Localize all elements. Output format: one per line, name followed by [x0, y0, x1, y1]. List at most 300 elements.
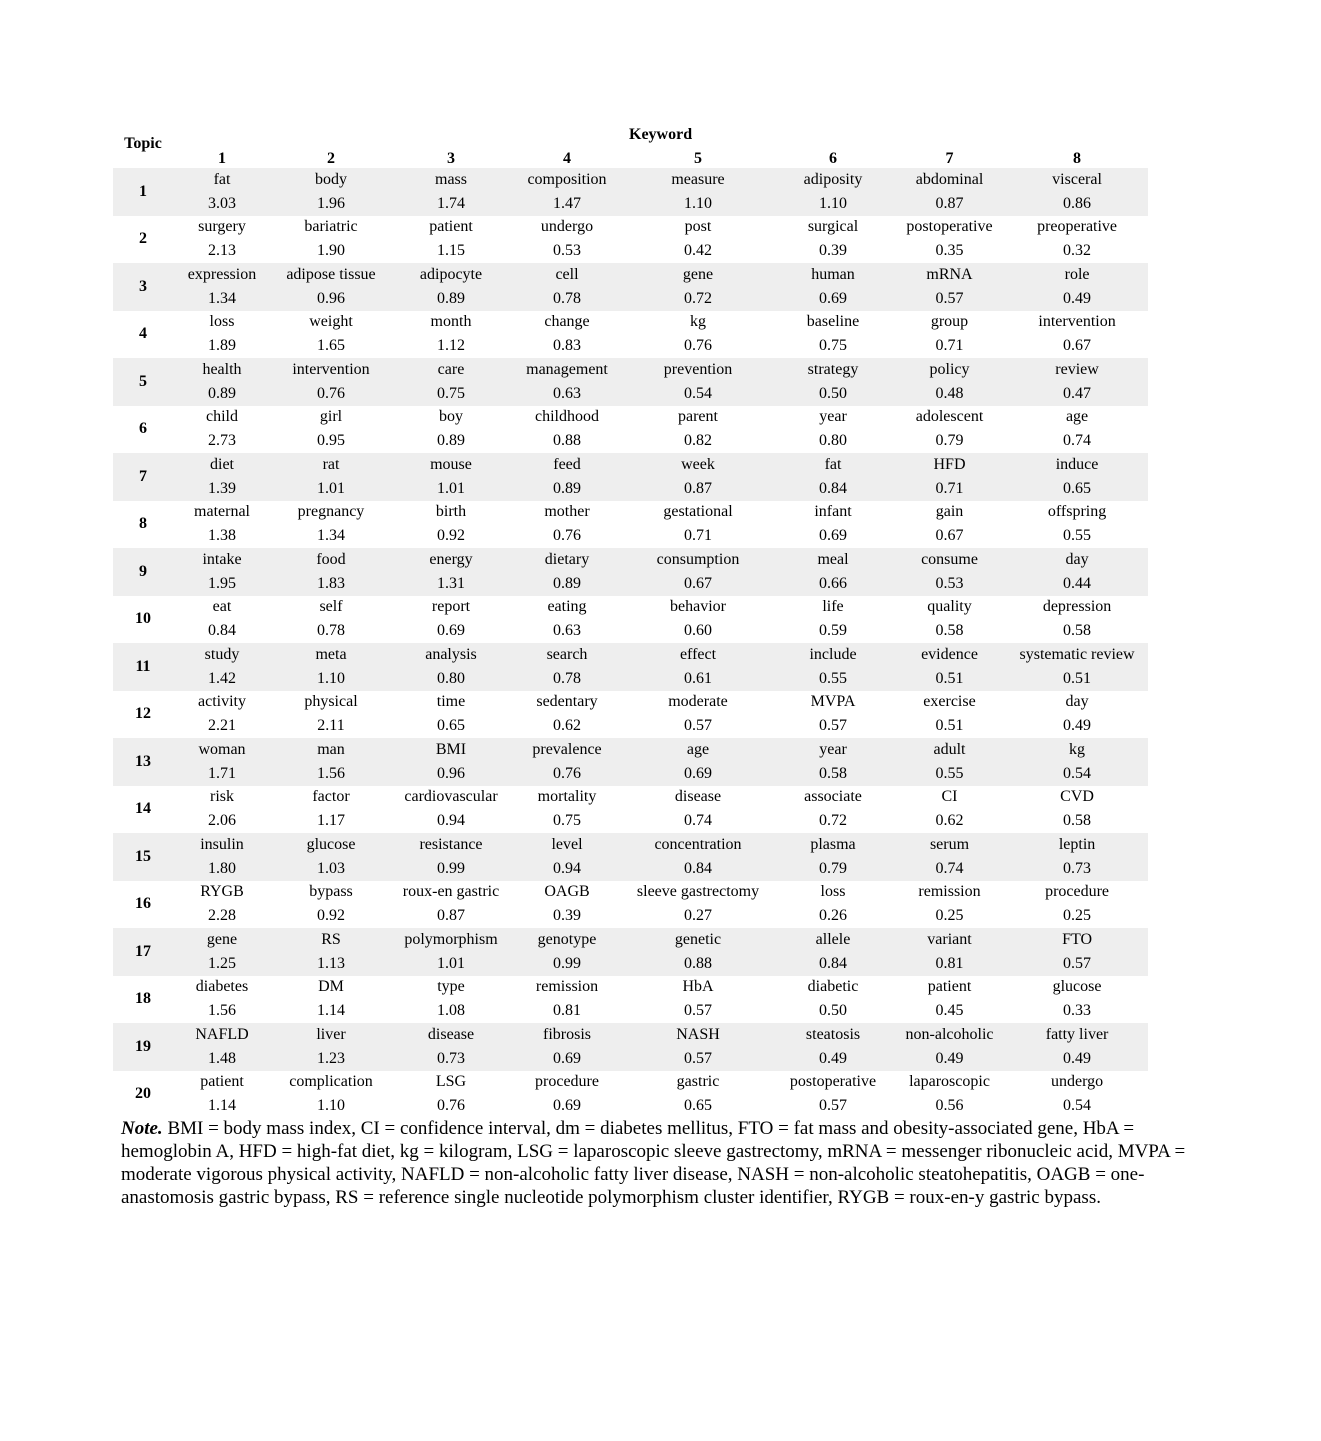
keyword-weight-cell: 0.49: [1063, 717, 1092, 735]
keyword-cell: procedure: [1045, 883, 1110, 901]
keyword-weight-cell: 0.59: [819, 622, 847, 640]
topic-number: 15: [113, 833, 173, 881]
keyword-weight-cell: 1.10: [773, 192, 893, 216]
keyword-weight-cell: 0.89: [391, 287, 511, 311]
keyword-cell: role: [1006, 263, 1148, 287]
keyword-cell: procedure: [535, 1073, 599, 1091]
topic-value-row: [113, 192, 1148, 216]
topic-number: 14: [135, 800, 151, 818]
keyword-cell: gestational: [663, 503, 733, 521]
keyword-cell: post: [684, 218, 712, 236]
keyword-cell: adult: [893, 738, 1006, 762]
topic-word-row: [113, 453, 1148, 477]
topic-value-row: [113, 762, 1148, 786]
keyword-weight-cell: 0.69: [437, 622, 465, 640]
keyword-weight-cell: 1.42: [173, 667, 271, 691]
keyword-cell: undergo: [540, 218, 594, 236]
keyword-weight-cell: 1.90: [317, 242, 345, 260]
topic-value-row: [113, 999, 1148, 1023]
keyword-cell: time: [436, 693, 466, 711]
keyword-cell: FTO: [1006, 928, 1148, 952]
keyword-weight-cell: 0.57: [623, 1047, 773, 1071]
keyword-weight-cell: 1.14: [208, 1097, 236, 1115]
keyword-cell: insulin: [173, 833, 271, 857]
keyword-weight-cell: 1.01: [391, 952, 511, 976]
keyword-weight-cell: 0.26: [819, 907, 847, 925]
keyword-weight-cell: 0.49: [773, 1047, 893, 1071]
keyword-weight-cell: 0.53: [893, 572, 1006, 596]
keyword-cell: risk: [210, 788, 234, 806]
keyword-weight-cell: 1.89: [208, 337, 236, 355]
keyword-cell: child: [206, 408, 238, 426]
keyword-cell: feed: [511, 453, 623, 477]
keyword-cell: eat: [212, 598, 232, 616]
keyword-cell: roux-en gastric: [402, 883, 500, 901]
keyword-cell: preoperative: [1037, 218, 1118, 236]
keyword-cell: polymorphism: [391, 928, 511, 952]
keyword-weight-cell: 0.71: [935, 337, 964, 355]
topic-value-row: [113, 1047, 1148, 1071]
keyword-cell: week: [623, 453, 773, 477]
keyword-cell: baseline: [806, 313, 860, 331]
topic-word-row: [113, 596, 1148, 620]
keyword-weight-cell: 0.45: [935, 1002, 964, 1020]
topic-number: 17: [113, 928, 173, 976]
keyword-header: Keyword: [629, 126, 693, 143]
keyword-cell: glucose: [271, 833, 391, 857]
keyword-cell: diet: [173, 453, 271, 477]
keyword-weight-cell: 0.75: [553, 812, 581, 830]
keyword-cell: adipose tissue: [271, 263, 391, 287]
keyword-weight-cell: 0.89: [173, 382, 271, 406]
keyword-cell: fatty liver: [1006, 1023, 1148, 1047]
keyword-number-header: 8: [1073, 150, 1082, 167]
keyword-weight-cell: 2.06: [208, 812, 236, 830]
keyword-weight-cell: 0.61: [623, 667, 773, 691]
keyword-cell: complication: [289, 1073, 373, 1091]
keyword-weight-cell: 0.27: [684, 907, 712, 925]
keyword-weight-cell: 0.67: [623, 572, 773, 596]
topic-word-row: [113, 833, 1148, 857]
keyword-cell: self: [319, 598, 343, 616]
keyword-weight-cell: 0.67: [935, 527, 964, 545]
keyword-weight-cell: 0.50: [819, 1002, 847, 1020]
keyword-weight-cell: 0.47: [1006, 382, 1148, 406]
topic-value-row: [113, 904, 1148, 928]
keyword-weight-cell: 0.65: [437, 717, 465, 735]
keyword-cell: intervention: [1038, 313, 1116, 331]
topic-number: 18: [135, 990, 151, 1008]
keyword-weight-cell: 0.94: [511, 857, 623, 881]
keyword-weight-cell: 1.13: [271, 952, 391, 976]
keyword-cell: strategy: [773, 358, 893, 382]
keyword-weight-cell: 0.76: [684, 337, 712, 355]
note-label: Note.: [121, 1118, 163, 1139]
keyword-cell: day: [1065, 693, 1089, 711]
keyword-weight-cell: 0.69: [819, 527, 847, 545]
keyword-weight-cell: 1.15: [437, 242, 465, 260]
keyword-weight-cell: 0.57: [819, 1097, 847, 1115]
keyword-weight-cell: 3.03: [173, 192, 271, 216]
keyword-weight-cell: 0.71: [893, 477, 1006, 501]
keyword-cell: adolescent: [915, 408, 984, 426]
keyword-weight-cell: 0.25: [1063, 907, 1092, 925]
topic-number: 6: [139, 420, 147, 438]
keyword-weight-cell: 0.96: [271, 287, 391, 311]
table-note: [121, 1117, 1196, 1209]
keyword-cell: OAGB: [544, 883, 590, 901]
keyword-cell: food: [271, 548, 391, 572]
keyword-weight-cell: 0.42: [684, 242, 712, 260]
keyword-cell: care: [391, 358, 511, 382]
keyword-cell: steatosis: [773, 1023, 893, 1047]
keyword-cell: energy: [391, 548, 511, 572]
keyword-cell: mother: [544, 503, 590, 521]
keyword-cell: mortality: [537, 788, 597, 806]
keyword-weight-cell: 0.76: [271, 382, 391, 406]
keyword-cell: postoperative: [906, 218, 993, 236]
keyword-number-row: [113, 144, 1148, 168]
keyword-cell: rat: [271, 453, 391, 477]
keyword-weight-cell: 0.83: [553, 337, 581, 355]
keyword-cell: pregnancy: [297, 503, 365, 521]
keyword-weight-cell: 0.80: [819, 432, 847, 450]
topic-word-row: [113, 406, 1148, 430]
keyword-cell: human: [773, 263, 893, 287]
keyword-weight-cell: 0.63: [553, 622, 581, 640]
keyword-weight-cell: 1.08: [437, 1002, 465, 1020]
keyword-weight-cell: 0.82: [684, 432, 712, 450]
keyword-cell: level: [511, 833, 623, 857]
topic-word-row: [113, 1023, 1148, 1047]
keyword-weight-cell: 1.10: [623, 192, 773, 216]
topic-number: 4: [139, 325, 147, 343]
keyword-cell: life: [822, 598, 844, 616]
keyword-cell: month: [430, 313, 472, 331]
keyword-weight-cell: 0.75: [819, 337, 847, 355]
keyword-cell: effect: [623, 643, 773, 667]
keyword-weight-cell: 0.51: [893, 667, 1006, 691]
keyword-weight-cell: 0.74: [893, 857, 1006, 881]
keyword-weight-cell: 0.78: [511, 667, 623, 691]
keyword-cell: concentration: [623, 833, 773, 857]
keyword-cell: allele: [773, 928, 893, 952]
keyword-weight-cell: 0.57: [684, 717, 712, 735]
keyword-number-header: 2: [327, 150, 335, 167]
keyword-cell: birth: [435, 503, 467, 521]
topic-value-row: [113, 857, 1148, 881]
topic-value-row: [113, 429, 1148, 453]
keyword-cell: physical: [304, 693, 358, 711]
keyword-cell: systematic review: [1006, 643, 1148, 667]
topic-number: 11: [113, 643, 173, 691]
keyword-cell: non-alcoholic: [893, 1023, 1006, 1047]
keyword-weight-cell: 1.71: [173, 762, 271, 786]
topic-value-row: [113, 952, 1148, 976]
keyword-weight-cell: 0.62: [935, 812, 964, 830]
keyword-cell: quality: [927, 598, 972, 616]
keyword-cell: expression: [173, 263, 271, 287]
topic-number: 19: [113, 1023, 173, 1071]
keyword-weight-cell: 1.65: [317, 337, 345, 355]
keyword-cell: age: [623, 738, 773, 762]
keyword-weight-cell: 0.65: [684, 1097, 712, 1115]
keyword-weight-cell: 0.65: [1006, 477, 1148, 501]
keyword-cell: laparoscopic: [909, 1073, 990, 1091]
keyword-weight-cell: 0.55: [1063, 527, 1092, 545]
topic-value-row: [113, 239, 1148, 263]
keyword-weight-cell: 1.38: [208, 527, 236, 545]
topic-number: 10: [135, 610, 151, 628]
keyword-weight-cell: 0.66: [773, 572, 893, 596]
keyword-weight-cell: 0.84: [773, 952, 893, 976]
topic-value-row: [113, 1094, 1148, 1118]
topic-word-row: [113, 881, 1148, 905]
keyword-cell: kg: [690, 313, 706, 331]
keyword-cell: weight: [309, 313, 353, 331]
keyword-weight-cell: 0.53: [553, 242, 581, 260]
keyword-weight-cell: 0.50: [773, 382, 893, 406]
keyword-weight-cell: 0.49: [1006, 287, 1148, 311]
keyword-cell: HFD: [893, 453, 1006, 477]
keyword-weight-cell: 0.84: [623, 857, 773, 881]
keyword-cell: gene: [173, 928, 271, 952]
keyword-weight-cell: 0.35: [935, 242, 964, 260]
keyword-cell: gastric: [676, 1073, 720, 1091]
keyword-cell: surgical: [807, 218, 859, 236]
topic-value-row: [113, 619, 1148, 643]
keyword-cell: prevalence: [511, 738, 623, 762]
keyword-cell: infant: [814, 503, 852, 521]
keyword-weight-cell: 0.69: [553, 1097, 581, 1115]
keyword-cell: parent: [678, 408, 718, 426]
keyword-weight-cell: 0.54: [1063, 1097, 1092, 1115]
keyword-weight-cell: 0.54: [1006, 762, 1148, 786]
keyword-weight-cell: 0.33: [1063, 1002, 1092, 1020]
topic-value-row: [113, 382, 1148, 406]
note-text: BMI = body mass index, CI = confidence interval, dm = diabetes mellitus, FTO = fat mass and obesity-associated gene, HbA = hemoglobin A, HFD = high-fat diet, kg = kilogram, LSG = laparoscopic sleeve gastrectomy, mRNA = messenger ribonucleic acid, MVPA = moderate vigorous physical activity, NAFLD = non-alcoholic fatty liver disease, NASH = non-alcoholic steatohepatitis, OAGB = one-anastomosis gastric bypass, RS = reference single nucleotide polymorphism cluster identifier, RYGB = roux-en-y gastric bypass.: [121, 1118, 1186, 1208]
topic-word-row: [113, 691, 1148, 715]
keyword-weight-cell: 0.76: [511, 762, 623, 786]
keyword-cell: disease: [674, 788, 722, 806]
keyword-weight-cell: 0.79: [773, 857, 893, 881]
keyword-cell: serum: [893, 833, 1006, 857]
keyword-weight-cell: 0.57: [893, 287, 1006, 311]
keyword-cell: offspring: [1047, 503, 1107, 521]
keyword-weight-cell: 0.62: [553, 717, 581, 735]
keyword-cell: depression: [1042, 598, 1112, 616]
keyword-cell: plasma: [773, 833, 893, 857]
keyword-weight-cell: 0.60: [684, 622, 712, 640]
keyword-cell: intervention: [271, 358, 391, 382]
keyword-cell: consumption: [623, 548, 773, 572]
topic-value-row: [113, 667, 1148, 691]
keyword-cell: consume: [893, 548, 1006, 572]
keyword-weight-cell: 0.58: [773, 762, 893, 786]
keyword-cell: factor: [312, 788, 350, 806]
keyword-weight-cell: 2.21: [208, 717, 236, 735]
keyword-cell: glucose: [1052, 978, 1102, 996]
topic-number: 8: [139, 515, 147, 533]
keyword-cell: policy: [893, 358, 1006, 382]
keyword-weight-cell: 0.72: [819, 812, 847, 830]
keyword-cell: CVD: [1060, 788, 1094, 806]
keyword-number-header: 6: [829, 150, 837, 167]
keyword-cell: year: [773, 738, 893, 762]
keyword-weight-cell: 0.87: [893, 192, 1006, 216]
keyword-weight-cell: 0.49: [1006, 1047, 1148, 1071]
keyword-weight-cell: 1.95: [173, 572, 271, 596]
keyword-number-header: 3: [447, 150, 455, 167]
keyword-weight-cell: 1.74: [391, 192, 511, 216]
keyword-weight-cell: 0.74: [1063, 432, 1092, 450]
keyword-cell: boy: [439, 408, 463, 426]
keyword-weight-cell: 0.51: [1006, 667, 1148, 691]
keyword-cell: day: [1006, 548, 1148, 572]
topic-value-row: [113, 572, 1148, 596]
keyword-weight-cell: 0.76: [553, 527, 581, 545]
keyword-weight-cell: 2.11: [317, 717, 345, 735]
keyword-weight-cell: 0.80: [391, 667, 511, 691]
topic-word-row: [113, 976, 1148, 1000]
keyword-cell: moderate: [668, 693, 728, 711]
topic-word-row: [113, 263, 1148, 287]
keyword-cell: meta: [271, 643, 391, 667]
keyword-weight-cell: 1.10: [271, 667, 391, 691]
keyword-weight-cell: 0.73: [391, 1047, 511, 1071]
keyword-cell: group: [930, 313, 969, 331]
keyword-cell: cell: [511, 263, 623, 287]
topic-value-row: [113, 524, 1148, 548]
keyword-cell: HbA: [682, 978, 714, 996]
keyword-cell: BMI: [391, 738, 511, 762]
keyword-weight-cell: 1.01: [271, 477, 391, 501]
keyword-weight-cell: 0.81: [893, 952, 1006, 976]
keyword-weight-cell: 0.99: [391, 857, 511, 881]
keyword-cell: diabetic: [807, 978, 859, 996]
keyword-weight-cell: 0.78: [511, 287, 623, 311]
keyword-cell: prevention: [623, 358, 773, 382]
keyword-cell: maternal: [194, 503, 250, 521]
topic-word-row: [113, 1071, 1148, 1095]
keyword-cell: management: [511, 358, 623, 382]
keyword-weight-cell: 0.95: [317, 432, 345, 450]
keyword-cell: meal: [773, 548, 893, 572]
keyword-weight-cell: 1.25: [173, 952, 271, 976]
keyword-weight-cell: 1.83: [271, 572, 391, 596]
keyword-cell: study: [173, 643, 271, 667]
keyword-cell: liver: [271, 1023, 391, 1047]
keyword-cell: NASH: [623, 1023, 773, 1047]
keyword-weight-cell: 1.03: [271, 857, 391, 881]
keyword-weight-cell: 0.86: [1006, 192, 1148, 216]
keyword-cell: patient: [429, 218, 473, 236]
keyword-weight-cell: 0.88: [623, 952, 773, 976]
keyword-cell: behavior: [670, 598, 726, 616]
keyword-cell: sedentary: [536, 693, 598, 711]
keyword-cell: disease: [391, 1023, 511, 1047]
keyword-cell: MVPA: [810, 693, 856, 711]
keyword-cell: woman: [173, 738, 271, 762]
keyword-weight-cell: 0.58: [1063, 812, 1092, 830]
keyword-cell: leptin: [1006, 833, 1148, 857]
keyword-weight-cell: 0.74: [684, 812, 712, 830]
keyword-cell: report: [431, 598, 471, 616]
topic-number: 7: [113, 453, 173, 501]
topic-number: 16: [135, 895, 151, 913]
keyword-weight-cell: 0.87: [623, 477, 773, 501]
keyword-weight-cell: 0.57: [819, 717, 847, 735]
keyword-weight-cell: 1.17: [317, 812, 345, 830]
keyword-cell: bariatric: [304, 218, 358, 236]
table-body: [113, 168, 1148, 1118]
keyword-cell: review: [1006, 358, 1148, 382]
topic-value-row: [113, 477, 1148, 501]
keyword-weight-cell: 0.57: [684, 1002, 712, 1020]
keyword-cell: body: [271, 168, 391, 192]
keyword-weight-cell: 0.58: [935, 622, 964, 640]
keyword-weight-cell: 0.69: [623, 762, 773, 786]
keyword-cell: adiposity: [773, 168, 893, 192]
topic-keyword-table: [113, 120, 1148, 1118]
keyword-cell: abdominal: [893, 168, 1006, 192]
topic-value-row: [113, 334, 1148, 358]
keyword-weight-cell: 0.44: [1006, 572, 1148, 596]
keyword-weight-cell: 0.89: [437, 432, 465, 450]
keyword-cell: activity: [198, 693, 246, 711]
keyword-weight-cell: 0.89: [511, 572, 623, 596]
keyword-weight-cell: 0.79: [935, 432, 964, 450]
keyword-weight-cell: 0.32: [1063, 242, 1092, 260]
topic-number: 1: [113, 168, 173, 216]
keyword-weight-cell: 0.39: [553, 907, 581, 925]
topic-word-row: [113, 168, 1148, 192]
topic-header: Topic: [124, 135, 162, 152]
keyword-cell: CI: [941, 788, 958, 806]
keyword-cell: include: [773, 643, 893, 667]
keyword-cell: RYGB: [200, 883, 244, 901]
keyword-cell: patient: [927, 978, 972, 996]
topic-word-row: [113, 548, 1148, 572]
topic-number: 12: [135, 705, 151, 723]
keyword-cell: age: [1065, 408, 1089, 426]
keyword-cell: gene: [623, 263, 773, 287]
keyword-weight-cell: 0.54: [623, 382, 773, 406]
keyword-cell: LSG: [435, 1073, 467, 1091]
keyword-cell: variant: [893, 928, 1006, 952]
keyword-cell: surgery: [198, 218, 246, 236]
keyword-weight-cell: 0.84: [208, 622, 236, 640]
keyword-cell: induce: [1006, 453, 1148, 477]
keyword-weight-cell: 0.73: [1006, 857, 1148, 881]
keyword-cell: remission: [535, 978, 599, 996]
keyword-cell: associate: [804, 788, 862, 806]
keyword-cell: eating: [547, 598, 587, 616]
keyword-cell: exercise: [923, 693, 976, 711]
keyword-weight-cell: 1.34: [317, 527, 345, 545]
keyword-weight-cell: 0.25: [935, 907, 964, 925]
keyword-cell: dietary: [511, 548, 623, 572]
keyword-weight-cell: 0.84: [773, 477, 893, 501]
keyword-weight-cell: 0.69: [773, 287, 893, 311]
topic-value-row: [113, 287, 1148, 311]
topic-number: 5: [113, 358, 173, 406]
keyword-cell: cardiovascular: [404, 788, 498, 806]
keyword-cell: undergo: [1050, 1073, 1104, 1091]
keyword-weight-cell: 0.92: [437, 527, 465, 545]
keyword-cell: patient: [200, 1073, 244, 1091]
keyword-cell: remission: [918, 883, 981, 901]
